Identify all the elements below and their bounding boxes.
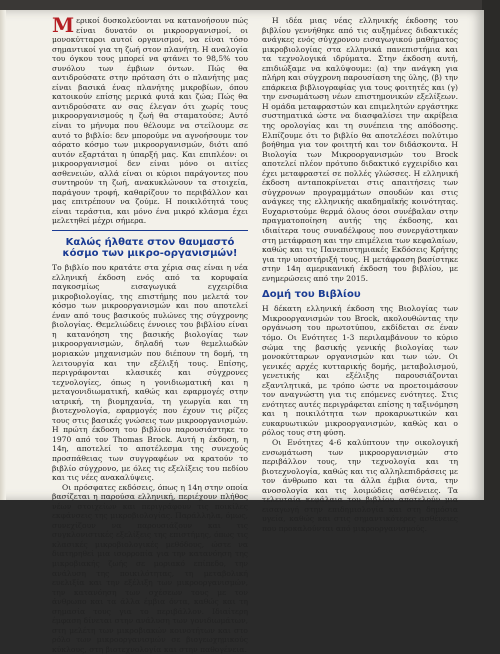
right-column bbox=[262, 16, 458, 533]
welcome-heading: Καλώς ήλθατε στον θαυμαστό κόσμο των μικρο-οργανισμών! bbox=[62, 237, 238, 260]
section-rule-left bbox=[52, 230, 248, 231]
structure-heading: Δομή του Βιβλίου bbox=[262, 289, 361, 301]
left-column bbox=[52, 13, 248, 654]
page-spine-shadow bbox=[0, 10, 6, 500]
structure-paragraph-1: Η δέκατη ελληνική έκδοση της Βιολογίας των Μικροοργανισμών του Brock, ακολουθώντας την οργάνωση του πρωτοτύπου, εκδίδεται σε έναν τόμο. Οι Ενότητες 1-3 περιλαμβάνουν το κύριο σώμα της βασικής γενικής βιολογίας των μονοκύτταρων οργανισμών και των ιών. Οι γενικές αρχές κυτταρικής δομής, μεταβολισμού, γενετικής και εξέλιξης παρουσιάζονται εξαντλητικά, με τρόπο ώστε να προετοιμάσουν τον αναγνώστη για τις επόμενες ενότητες. Στις ενότητες αυτές περιγράφεται επίσης η ταξινόμηση και η ποικιλότητα των προκαρυωτικών και ευκαρυωτικών μικροοργανισμών, καθώς και ο ρόλος τους στη φύση. bbox=[262, 304, 458, 438]
welcome-paragraph-2: Οι πρόσφατες εκδόσεις, όπως η 14η στην οποία βασίζεται η παρούσα ελληνική, περιέχουν πλήθος νέων στοιχείων και περιγράφουν τις ποικίλες εκφάνσεις της μικροβιολογίας. Παράλληλα, όμως, συνεχίζουν να παρουσιάζουν και τις συγκλονιστικές εξελίξεις της επιστήμης, όπως τις κλασικές μικροβιολογικές μεθόδους, ώστε να διατηρηθεί μια ισορροπία για την κατανόηση της μικροβιακής ζωής σε μοριακό επίπεδο, την ανάλυση της ποικιλότητας, τη μεταβολική ευελιξία και την εξέλιξη των μικροοργανισμών, την κατανόηση των σχέσεων τους με τον άνθρωπο και τα άλλα έμβια όντα, καθώς και τη σημασία τους για το περιβάλλον. Ιδιαίτερη έμφαση δίνεται στην ανάλυση των γονιδιωμάτων, στη μελέτη των μικροβιακών κοινοτήτων και στο ρόλο των μικροοργανισμών σε βιογεωχημικούς κύκλους, στη βιοτεχνολογία και στην παθογένεια. bbox=[52, 482, 248, 654]
structure-paragraph-2: Οι Ενότητες 4-6 καλύπτουν την οικολογική ενσωμάτωση των μικροοργανισμών στο περιβάλλον τους, την τεχνολογία και τη βιοτεχνολογία, καθώς και τις αλληλεπιδράσεις με τον άνθρωπο και τα άλλα έμβια όντα, την ανοσολογία και τις λοιμώδεις ασθένειες. Τα τελευταία κεφάλαια του βιβλίου αποτελούν μια εισαγωγή στην επιδημιολογία και στη δημόσια υγεία, καθώς και στις σημαντικότερες ασθένειες που προκαλούνται από μικροοργανισμούς. bbox=[262, 437, 458, 533]
book-page bbox=[0, 10, 484, 654]
intro-paragraph-left bbox=[52, 13, 248, 226]
welcome-paragraph-1: Το βιβλίο που κρατάτε στα χέρια σας είναι η νέα ελληνική έκδοση ενός από τα κορυφαία παγκοσμίως εισαγωγικά εγχειρίδια μικροβιολογίας, της επιστήμης που μελετά τον κόσμο των μικροοργανισμών και που αποτελεί έναν από τους βασικούς πυλώνες της σύγχρονης βιολογίας. Θεμελιώδεις έννοιες του βιβλίου είναι η κατανόηση της βασικής βιολογίας των μικροοργανισμών, δηλαδή των θεμελιωδών μοριακών μηχανισμών που διέπουν τη δομή, τη λειτουργία και την εξέλιξή τους. Επίσης, περιγράφονται κλασικές και σύγχρονες τεχνολογίες, όπως η γονιδιωματική και η μεταγονιδιωματική, καθώς και εφαρμογές στην ιατρική, τη βιομηχανία, τη γεωργία και τη βιοτεχνολογία, εφαρμογές που έχουν τις ρίζες τους στις βασικές γνώσεις των μικροοργανισμών. Η πρώτη έκδοση του βιβλίου παρουσιάστηκε το 1970 από τον Thomas Brock. Αυτή η έκδοση, η 14η, αποτελεί το αποτέλεσμα της συνεχούς προσπάθειας των συγγραφέων να κρατούν το βιβλίο σύγχρονο, με όλες τις εξελίξεις του πεδίου και τις νέες ανακαλύψεις. bbox=[52, 263, 248, 483]
intro-paragraph-right: Η ιδέα μιας νέας ελληνικής έκδοσης του βιβλίου γεννήθηκε από τις αυξημένες διδακτικές ανάγκες ενός σύγχρονου εισαγωγικού μαθήματος μικροβιολογίας στα ελληνικά πανεπιστήμια και τα τεχνολογικά ιδρύματα. Στην έκδοση αυτή, επιδιώξαμε να καλύψουμε: (α) την ανάγκη για πλήρη και σύγχρονη παρουσίαση της ύλης, (β) την επάρκεια βιβλιογραφίας για τους φοιτητές και (γ) την ενσωμάτωση νέων επιστημονικών εξελίξεων. Η ομάδα μεταφραστών και επιμελητών εργάστηκε συστηματικά ώστε να διασφαλίσει την ακρίβεια της ορολογίας και τη συνέπεια της απόδοσης. Ελπίζουμε ότι το βιβλίο θα αποτελέσει πολύτιμο βοήθημα για τον φοιτητή και τον διδάσκοντα. Η Βιολογία των Μικροοργανισμών του Brock αποτελεί πλέον πρότυπο διδακτικό εγχειρίδιο και έχει μεταφραστεί σε πολλές γλώσσες. Η ελληνική έκδοση ανταποκρίνεται στις απαιτήσεις των σύγχρονων προγραμμάτων σπουδών και στις ανάγκες της ελληνικής ακαδημαϊκής κοινότητας. Ευχαριστούμε θερμά όλους όσοι συνέβαλαν στην πραγματοποίηση αυτής της έκδοσης, και ιδιαίτερα τους συναδέλφους που συνεργάστηκαν στη μετάφραση και την επιμέλεια των κεφαλαίων, καθώς και τις Πανεπιστημιακές Εκδόσεις Κρήτης για την υποστήριξή τους. Η μετάφραση βασίστηκε στην 14η αμερικανική έκδοση του βιβλίου, με ενημερώσεις από την 2015. bbox=[262, 16, 458, 283]
intro-paragraph-left-text: ερικοί δυσκολεύονται να κατανοήσουν πώς είναι δυνατόν οι μικροοργανισμοί, οι μονοκύτταροι αυτοί οργανισμοί, να είναι τόσο σημαντικοί για τη ζωή στον πλανήτη. Η αναλογία του όγκου τους μπορεί να φτάνει το 98,5% του συνόλου των έμβιων όντων. Πώς θα αντιδρούσατε στην πρόταση ότι ο πλανήτης μας είναι βασικά ένας πλανήτης μικροβίων, όπου κατοικούν επίσης μερικά φυτά και ζώα; Πώς θα αντιδρούσατε αν σας έλεγαν ότι χωρίς τους μικροοργανισμούς η ζωή θα σταματούσε; Αυτό είναι το μήνυμα που θέλουμε να στείλουμε σε αυτό το βιβλίο: δεν μπορούμε να αγνοήσουμε τον αόρατο κόσμο των μικροοργανισμών, διότι από αυτόν εξαρτάται η ύπαρξή μας. Και επιπλέον: οι μικροοργανισμοί δεν είναι μόνο οι αιτίες ασθενειών, αλλά είναι οι κύριοι παράγοντες που συντηρούν τη ζωή, ανακυκλώνουν τα στοιχεία, παράγουν τροφή, καθαρίζουν το περιβάλλον και μας επιτρέπουν να ζούμε. Η ποικιλότητά τους είναι τεράστια, και μόνο ένα μικρό κλάσμα έχει μελετηθεί μέχρι σήμερα. bbox=[52, 16, 248, 226]
drop-cap: Μ bbox=[52, 13, 75, 37]
background-edge-right bbox=[482, 0, 500, 500]
